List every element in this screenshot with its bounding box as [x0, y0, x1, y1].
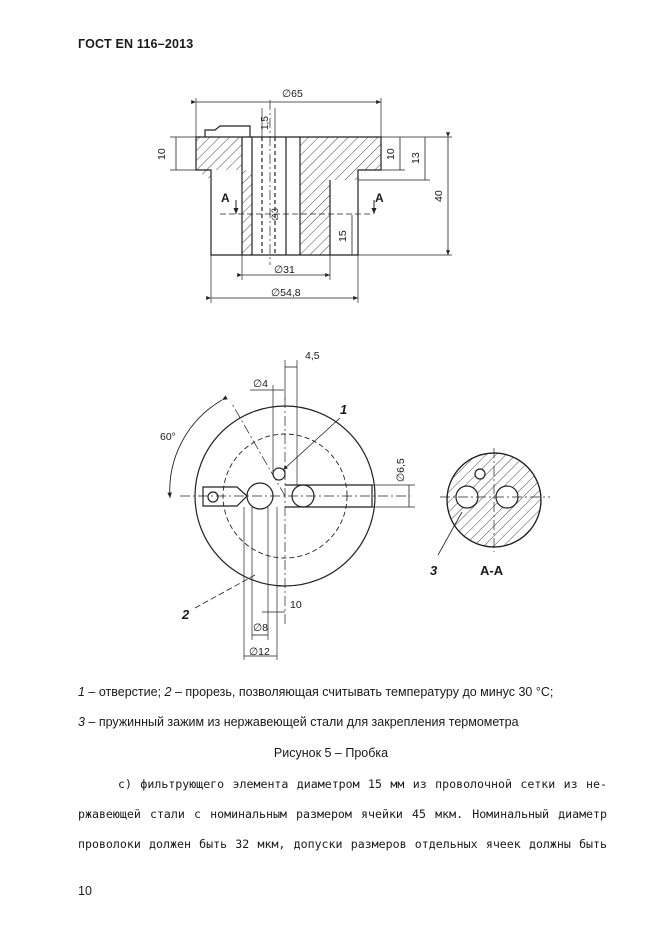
section-a-a-label: А-А — [480, 563, 504, 578]
dim-d31: ∅31 — [274, 264, 295, 276]
section-a-a-view — [438, 448, 550, 555]
legend-text-1: – отверстие; — [84, 685, 165, 699]
dim-d12: ∅12 — [249, 646, 270, 658]
dim-1-5: 1,5 — [260, 116, 271, 130]
callout-2: 2 — [182, 607, 190, 622]
legend-line-2 — [78, 715, 519, 729]
angle-60: 60° — [160, 431, 176, 443]
legend-number-2: 2 — [164, 685, 172, 699]
dim-13: 13 — [410, 152, 422, 164]
legend-number-1: 1 — [78, 685, 85, 699]
paragraph-line-1: с) фильтрующего элемента диаметром 15 мм из проволочной сетки из не- — [118, 777, 607, 791]
section-label-left: A — [221, 191, 230, 205]
dim-10-right: 10 — [385, 148, 397, 160]
page-number: 10 — [78, 884, 92, 898]
legend-text-3: – пружинный зажим из нержавеющей стали для закрепления термометра — [84, 715, 519, 729]
dim-40: 40 — [433, 190, 445, 202]
legend-text-2: – прорезь, позволяющая считывать температуру до минус 30 °С; — [171, 685, 554, 699]
dim-d54-8: ∅54,8 — [271, 287, 301, 299]
legend-number-3: 3 — [78, 715, 85, 729]
section-a-a-labels — [430, 563, 504, 578]
dim-d8: ∅8 — [253, 622, 268, 634]
section-label-right: A — [375, 191, 384, 205]
dim-10: 10 — [290, 599, 302, 611]
dim-d6-5: ∅6,5 — [395, 458, 407, 482]
dim-10-left: 10 — [156, 148, 168, 160]
paragraph-line-2: ржавеющей стали с номинальным размером ячейки 45 мкм. Номинальный диаметр — [78, 807, 607, 821]
figure-caption: Рисунок 5 – Пробка — [273, 746, 389, 760]
dim-d-inner: ∅3 — [270, 208, 280, 221]
document-header: ГОСТ EN 116–2013 — [78, 37, 194, 51]
stopper-plan-view — [170, 360, 415, 660]
legend-line-1 — [78, 685, 553, 699]
dim-d65: ∅65 — [282, 88, 303, 100]
callout-3: 3 — [430, 563, 438, 578]
stopper-section-view — [170, 98, 452, 303]
callout-1: 1 — [340, 402, 348, 417]
dim-4-5: 4,5 — [305, 350, 320, 362]
dim-d4: ∅4 — [253, 378, 268, 390]
paragraph-line-3: проволоки должен быть 32 мкм, допуски размеров отдельных ячеек должны быть — [78, 837, 607, 851]
dim-15: 15 — [337, 230, 349, 242]
